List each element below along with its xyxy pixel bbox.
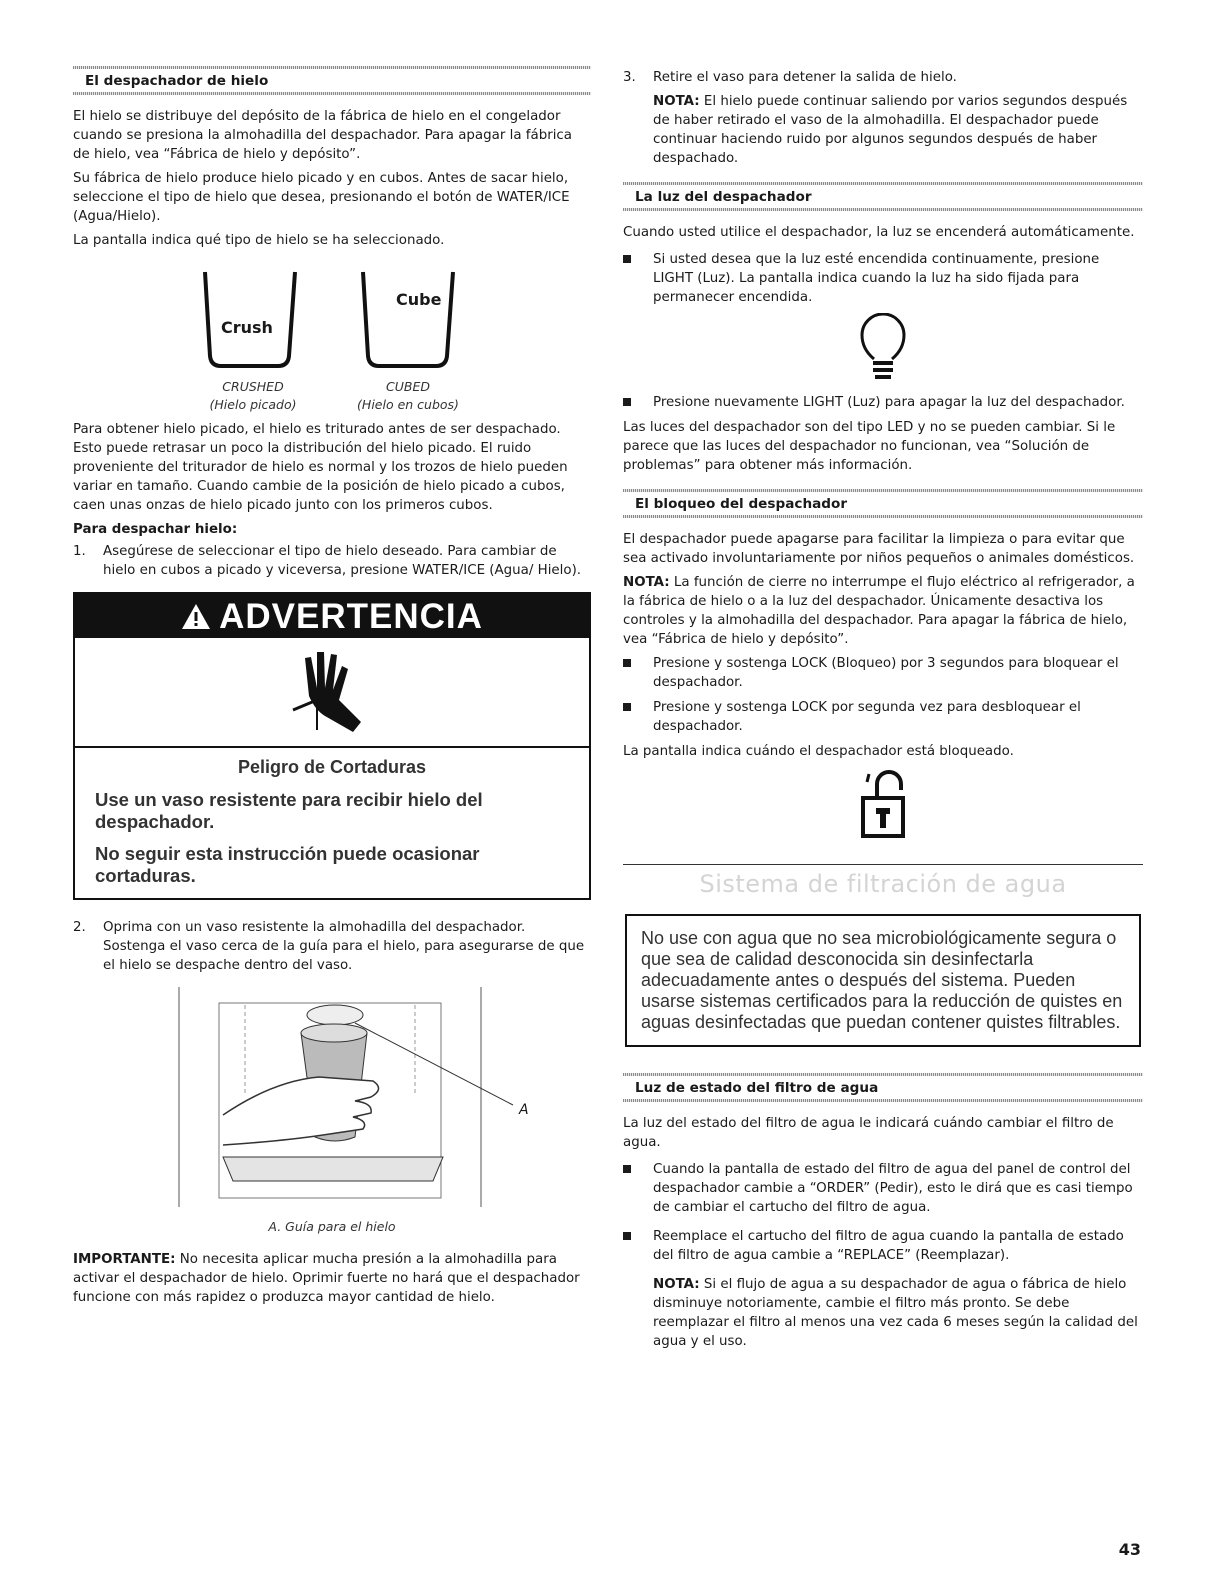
paragraph: Su fábrica de hielo produce hielo picado y en cubos. Antes de sacar hielo, seleccione el tipo de hielo que desea, presionando el botón de WATER/ICE (Agua/Hielo). [73, 171, 570, 224]
paragraph: El despachador puede apagarse para facilitar la limpieza o para evitar que sea activado involuntariamente por niños pequeños o animales domésticos. [623, 532, 1135, 566]
paragraph: Las luces del despachador son del tipo LED y no se pueden cambiar. Si le parece que las luces del despachador no funcionan, vea “Solución de problemas” para obtener más información. [623, 420, 1116, 473]
paragraph: La pantalla indica qué tipo de hielo se ha seleccionado. [73, 233, 445, 248]
callout-letter: A [519, 1102, 529, 1118]
section-heading-dispenser-lock: El bloqueo del despachador [623, 489, 1143, 518]
bullet-item: Presione y sostenga LOCK por segunda vez para desbloquear el despachador. [623, 698, 1143, 736]
right-column [623, 68, 1143, 1356]
paragraph: Cuando usted utilice el despachador, la luz se encenderá automáticamente. [623, 225, 1135, 240]
warning-word: ADVERTENCIA [219, 596, 483, 636]
bullet-item: Presione nuevamente LIGHT (Luz) para apagar la luz del despachador. [623, 393, 1143, 412]
cubed-caption: CUBED (Hielo en cubos) [357, 379, 459, 412]
figure-caption: A. Guía para el hielo [268, 1219, 396, 1234]
important-note: IMPORTANTE: No necesita aplicar mucha presión a la almohadilla para activar el despachador de hielo. Oprimir fuerte no hará que el despachador funcione con más rapidez o produzca mayor cantidad de hielo. [73, 1252, 580, 1305]
bullet-item: Cuando la pantalla de estado del filtro de agua del panel de control del despachador cambie a “ORDER” (Pedir), esto le dirá que es casi tiempo de cambiar el cartucho del filtro de agua. [623, 1160, 1143, 1217]
section-heading-ice-dispenser: El despachador de hielo [73, 66, 591, 95]
step-1: 1. Asegúrese de seleccionar el tipo de hielo deseado. Para cambiar de hielo en cubos a picado y viceversa, presione WATER/ICE (Agua/ Hielo). [73, 544, 582, 578]
section-title-water-filtration: Sistema de filtración de agua [699, 870, 1067, 898]
page-number: 43 [1118, 1540, 1141, 1559]
warning-line: Use un vaso resistente para recibir hielo del despachador. [95, 789, 483, 832]
paragraph: La pantalla indica cuándo el despachador está bloqueado. [623, 744, 1014, 759]
divider [623, 864, 1143, 865]
step-3: 3. Retire el vaso para detener la salida de hielo. [623, 70, 957, 85]
section-heading-filter-light: Luz de estado del filtro de agua [623, 1073, 1143, 1102]
bullet-item: Presione y sostenga LOCK (Bloqueo) por 3 segundos para bloquear el despachador. [623, 654, 1143, 692]
warning-line: No seguir esta instrucción puede ocasionar cortaduras. [95, 843, 480, 886]
lock-icon [623, 766, 1143, 846]
cube-label: Cube [396, 290, 442, 309]
lock-note: NOTA: La función de cierre no interrumpe el flujo eléctrico al refrigerador, a la fábrica de hielo o a la luz del despachador. Únicamente desactiva los controles y la almohadilla del despachador. Para apagar la fábrica de hielo, vea “Fábrica de hielo y depósito”. [623, 575, 1135, 647]
paragraph: Para obtener hielo picado, el hielo es triturado antes de ser despachado. Esto puede retrasar un poco la distribución del hielo picado. El ruido proveniente del triturador de hielo es normal y los trozos de hielo pueden variar en tamaño. Cuando cambie de la posición de hielo picado a cubos, caen unas onzas de hielo picado junto con los primeros cubos. [73, 422, 568, 513]
warning-title: Peligro de Cortaduras [237, 757, 427, 777]
cut-hazard-icon [75, 638, 589, 748]
step-3-note: NOTA: El hielo puede continuar saliendo por varios segundos después de haber retirado el vaso de la almohadilla. El despachador puede continuar haciendo ruido por algunos segundos después de haber despachado. [653, 94, 1128, 166]
bullet-item: Si usted desea que la luz esté encendida continuamente, presione LIGHT (Luz). La pantalla indica cuando la luz ha sido fijada para permanecer encendida. [623, 250, 1143, 307]
hand-holding-glass-illustration [73, 985, 591, 1213]
paragraph: El hielo se distribuye del depósito de la fábrica de hielo en el congelador cuando se presiona la almohadilla del despachador. Para apagar la fábrica de hielo, vea “Fábrica de hielo y depósito”. [73, 109, 573, 162]
ice-type-figure [73, 264, 591, 414]
dispenser-glass-figure [73, 985, 591, 1213]
step-2: 2. Oprima con un vaso resistente la almohadilla del despachador. Sostenga el vaso cerca de la guía para el hielo, para asegurarse de que el hielo se despache dentro del vaso. [73, 920, 585, 973]
left-column [73, 66, 591, 1312]
crush-label: Crush [221, 318, 273, 337]
paragraph: La luz del estado del filtro de agua le indicará cuándo cambiar el filtro de agua. [623, 1116, 1114, 1150]
filter-note: NOTA: Si el flujo de agua a su despachador de agua o fábrica de hielo disminuye notoriamente, cambie el filtro más pronto. Se debe reemplazar el filtro al menos una vez cada 6 meses según la calidad del agua y el uso. [653, 1277, 1138, 1349]
warning-banner [75, 594, 589, 638]
warning-box [73, 592, 591, 900]
filter-warning-box: No use con agua que no sea microbiológicamente segura o que sea de calidad desconocida sin desinfectarla adecuadamente antes o después del sistema. Pueden usarse sistemas certificados para la reducción de quistes en aguas desinfectadas que puedan contener quistes filtrables. [625, 914, 1141, 1047]
warning-triangle-icon [181, 602, 211, 630]
subheading-dispense-ice: Para despachar hielo: [73, 522, 238, 537]
light-bulb-icon [623, 313, 1143, 387]
bullet-item: Reemplace el cartucho del filtro de agua cuando la pantalla de estado del filtro de agua cambie a “REPLACE” (Reemplazar). [623, 1227, 1143, 1265]
section-heading-dispenser-light: La luz del despachador [623, 182, 1143, 211]
crushed-caption: CRUSHED (Hielo picado) [209, 379, 297, 412]
